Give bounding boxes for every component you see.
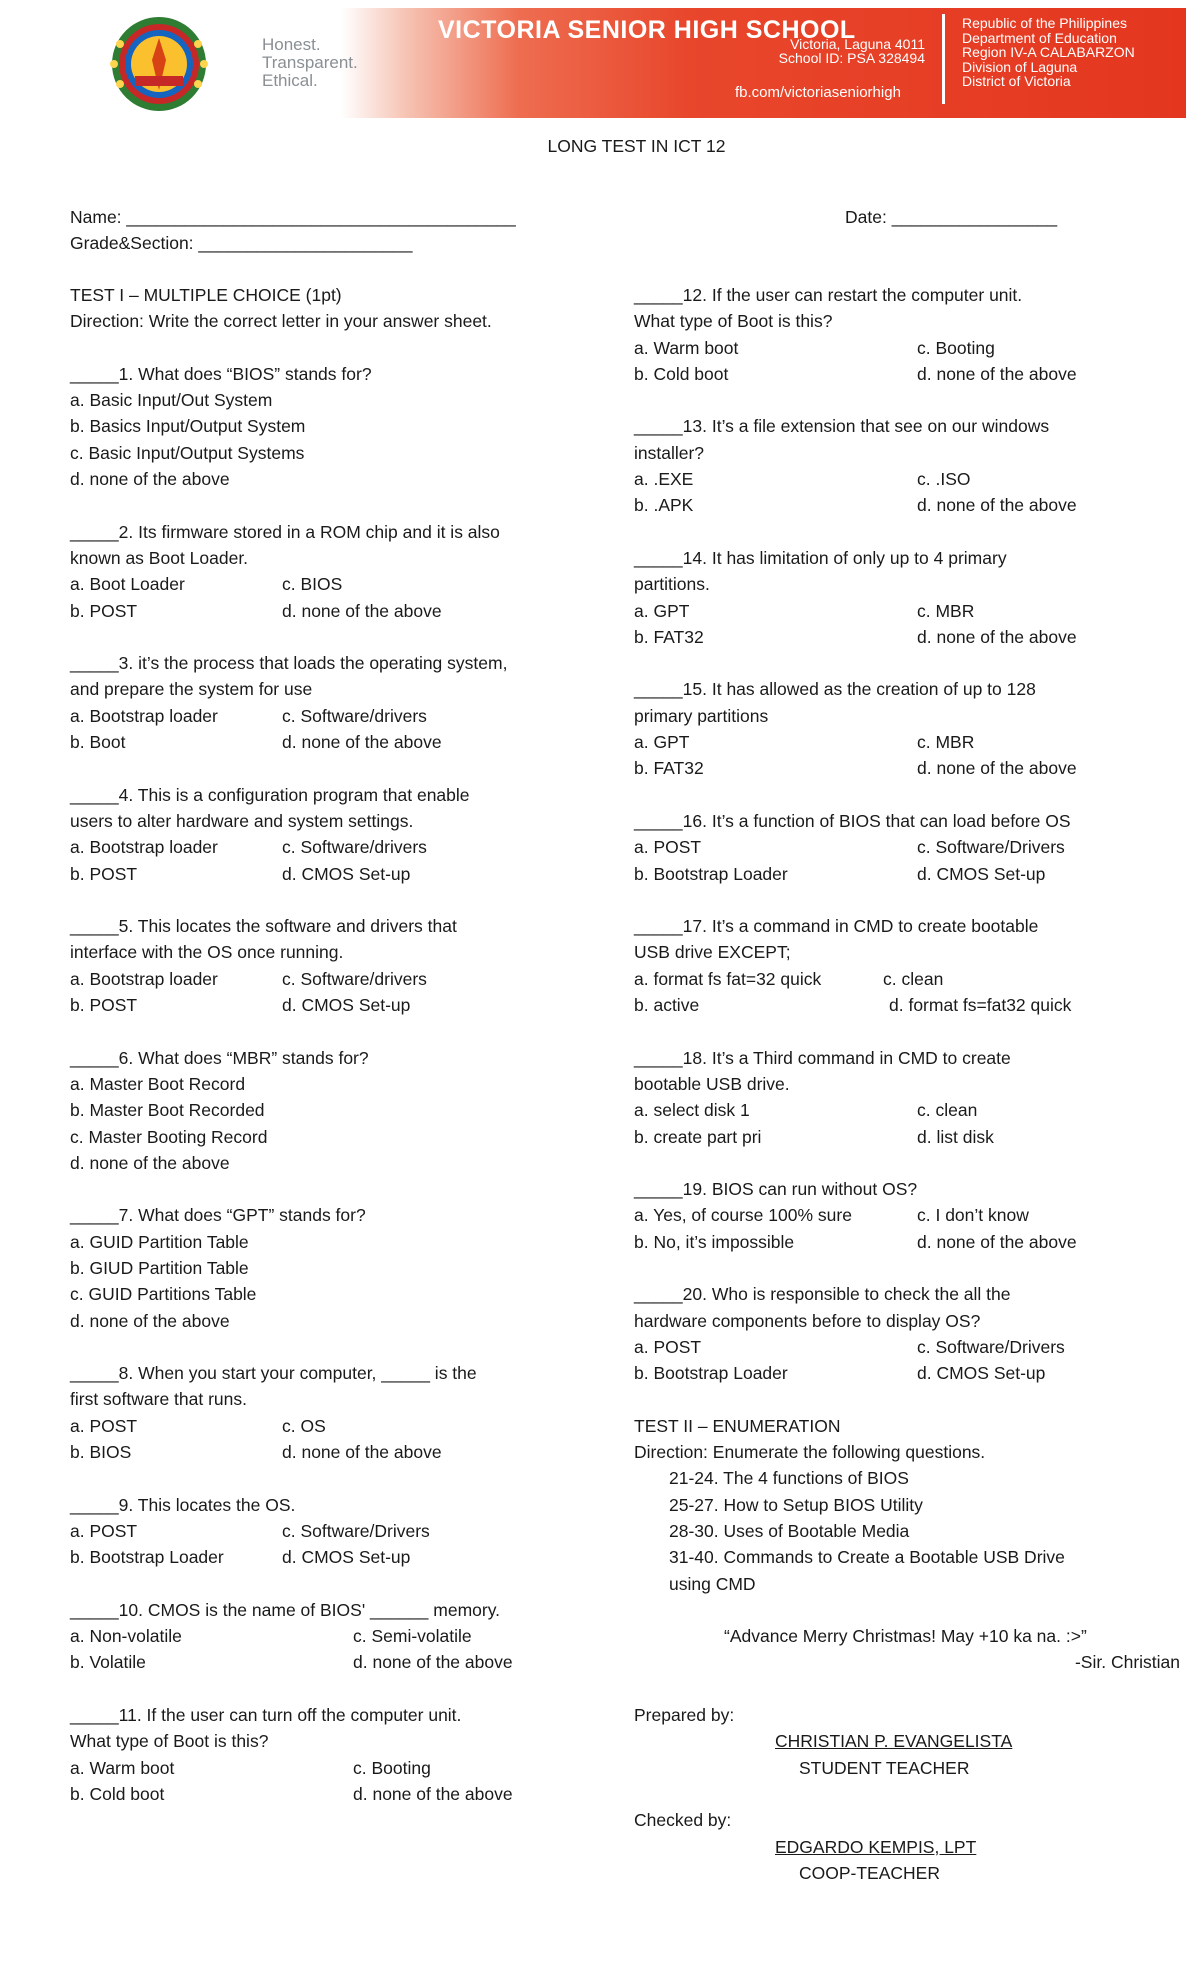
answer-row xyxy=(634,1360,1194,1386)
test-heading: TEST II – ENUMERATION xyxy=(634,1415,841,1436)
question-text: _____18. It’s a Third command in CMD to create xyxy=(634,1047,1011,1068)
test-direction: Direction: Write the correct letter in your answer sheet. xyxy=(70,311,492,332)
grade-section-field[interactable]: Grade&Section: ______________________ xyxy=(70,233,413,253)
agency-line: Department of Education xyxy=(962,29,1117,46)
answer-row xyxy=(634,361,1194,387)
question-item xyxy=(634,282,1194,387)
question-item xyxy=(634,413,1194,518)
question-item xyxy=(634,1045,1194,1150)
question-text: known as Boot Loader. xyxy=(70,547,249,568)
agency-line: Division of Laguna xyxy=(962,58,1078,75)
spacer xyxy=(634,782,1194,808)
answer-option[interactable]: b. FAT32 xyxy=(634,758,704,779)
question-item xyxy=(634,1281,1194,1386)
motto-line: Honest. xyxy=(262,35,321,54)
answer-row xyxy=(70,1755,630,1781)
answer-row xyxy=(634,755,1194,781)
answer-option[interactable]: a. Boot Loader xyxy=(70,574,185,595)
enumeration-item: 21-24. The 4 functions of BIOS xyxy=(669,1468,909,1489)
answer-option[interactable]: d. none of the above xyxy=(917,626,1077,647)
answer-option[interactable]: b. FAT32 xyxy=(634,626,704,647)
quote-author: -Sir. Christian xyxy=(1074,1652,1180,1673)
spacer xyxy=(70,1334,630,1360)
question-item xyxy=(634,808,1194,887)
spacer xyxy=(634,1150,1194,1176)
answer-option[interactable]: d. format fs=fat32 quick xyxy=(889,995,1072,1016)
answer-option[interactable]: a. GPT xyxy=(634,732,690,753)
answer-option[interactable]: c. clean xyxy=(883,968,944,989)
answer-row xyxy=(634,834,1194,860)
school-id: School ID: PSA 328494 xyxy=(778,50,925,66)
answer-option[interactable]: b. create part pri xyxy=(634,1126,762,1147)
enumeration-item: 31-40. Commands to Create a Bootable USB Drive xyxy=(669,1547,1065,1568)
question-item xyxy=(634,545,1194,650)
answer-option[interactable]: b. Cold boot xyxy=(70,1783,165,1804)
question-item xyxy=(70,1045,630,1176)
answer-option[interactable]: c. .ISO xyxy=(917,469,971,490)
question-text: _____6. What does “MBR” stands for? xyxy=(70,1047,369,1068)
answer-option[interactable]: a. Bootstrap loader xyxy=(70,968,218,989)
answer-option[interactable]: d. list disk xyxy=(917,1126,994,1147)
question-text: _____7. What does “GPT” stands for? xyxy=(70,1205,366,1226)
question-text: What type of Boot is this? xyxy=(70,1731,269,1752)
answer-row xyxy=(634,466,1194,492)
question-item xyxy=(634,676,1194,781)
answer-row xyxy=(70,966,630,992)
spacer xyxy=(634,1597,1194,1623)
answer-option[interactable]: b. BIOS xyxy=(70,1442,132,1463)
question-item xyxy=(70,1360,630,1465)
answer-option[interactable]: d. none of the above xyxy=(70,469,230,490)
answer-option[interactable]: b. Volatile xyxy=(70,1652,146,1673)
answer-option[interactable]: c. Software/Drivers xyxy=(282,1520,430,1541)
test-direction: Direction: Enumerate the following questions. xyxy=(634,1442,986,1463)
spacer xyxy=(634,519,1194,545)
answer-option[interactable]: a. Bootstrap loader xyxy=(70,837,218,858)
question-text: _____19. BIOS can run without OS? xyxy=(634,1179,918,1200)
prepared-by-role: STUDENT TEACHER xyxy=(799,1757,970,1778)
spacer xyxy=(70,1676,630,1702)
enumeration-item: 25-27. How to Setup BIOS Utility xyxy=(669,1494,923,1515)
answer-option[interactable]: c. Software/Drivers xyxy=(917,1336,1065,1357)
answer-option[interactable]: a. Master Boot Record xyxy=(70,1073,246,1094)
question-text: _____1. What does “BIOS” stands for? xyxy=(70,363,372,384)
answer-option[interactable]: c. OS xyxy=(282,1415,326,1436)
question-text: _____15. It has allowed as the creation of up to 128 xyxy=(634,679,1036,700)
answer-option[interactable]: b. POST xyxy=(70,863,138,884)
spacer xyxy=(70,335,630,361)
enumeration-item: using CMD xyxy=(669,1573,756,1594)
answer-row xyxy=(70,1544,630,1570)
answer-option[interactable]: b. Bootstrap Loader xyxy=(634,1363,788,1384)
question-text: _____11. If the user can turn off the computer unit. xyxy=(70,1705,462,1726)
answer-option[interactable]: d. none of the above xyxy=(917,363,1077,384)
facebook-link[interactable]: fb.com/victoriaseniorhigh xyxy=(735,84,901,101)
answer-option[interactable]: a. select disk 1 xyxy=(634,1100,750,1121)
question-text: users to alter hardware and system settings. xyxy=(70,810,414,831)
answer-option[interactable]: c. BIOS xyxy=(282,574,343,595)
spacer xyxy=(634,1386,1194,1412)
answer-row xyxy=(634,861,1194,887)
answer-option[interactable]: d. CMOS Set-up xyxy=(282,995,411,1016)
question-text: _____13. It’s a file extension that see on our windows xyxy=(634,416,1050,437)
answer-option[interactable]: c. Software/drivers xyxy=(282,837,427,858)
question-item xyxy=(70,650,630,755)
right-column xyxy=(634,282,1194,1886)
answer-row xyxy=(70,1781,630,1807)
question-text: _____14. It has limitation of only up to 4 primary xyxy=(634,547,1007,568)
answer-option[interactable]: d. none of the above xyxy=(353,1652,513,1673)
answer-row xyxy=(70,1439,630,1465)
answer-option[interactable]: c. Booting xyxy=(353,1757,431,1778)
answer-row xyxy=(634,1229,1194,1255)
answer-option[interactable]: d. CMOS Set-up xyxy=(282,863,411,884)
checked-by-name: EDGARDO KEMPIS, LPT xyxy=(775,1836,977,1857)
answer-option[interactable]: a. format fs fat=32 quick xyxy=(634,968,822,989)
question-item xyxy=(70,1202,630,1333)
question-item xyxy=(70,1702,630,1807)
answer-option[interactable]: c. Basic Input/Output Systems xyxy=(70,442,305,463)
answer-option[interactable]: d. CMOS Set-up xyxy=(917,1363,1046,1384)
answer-row xyxy=(70,1413,630,1439)
answer-row xyxy=(634,1097,1194,1123)
answer-option[interactable]: d. none of the above xyxy=(353,1783,513,1804)
question-text: _____2. Its firmware stored in a ROM chip and it is also xyxy=(70,521,500,542)
enumeration-item: 28-30. Uses of Bootable Media xyxy=(669,1520,910,1541)
question-text: What type of Boot is this? xyxy=(634,311,833,332)
checked-by-role: COOP-TEACHER xyxy=(799,1862,940,1883)
answer-option[interactable]: d. CMOS Set-up xyxy=(917,863,1046,884)
answer-option[interactable]: c. MBR xyxy=(917,732,975,753)
answer-option[interactable]: b. Cold boot xyxy=(634,363,729,384)
question-item xyxy=(70,913,630,1018)
closing-quote: “Advance Merry Christmas! May +10 ka na. :>” xyxy=(724,1626,1087,1647)
answer-row xyxy=(634,966,1194,992)
answer-row xyxy=(634,1334,1194,1360)
answer-option[interactable]: d. none of the above xyxy=(282,1442,442,1463)
answer-option[interactable]: a. Basic Input/Out System xyxy=(70,390,273,411)
question-item xyxy=(634,1176,1194,1255)
question-text: primary partitions xyxy=(634,705,769,726)
answer-option[interactable]: b. Boot xyxy=(70,732,126,753)
question-text: installer? xyxy=(634,442,705,463)
prepared-by-label: Prepared by: xyxy=(634,1705,735,1726)
spacer xyxy=(70,624,630,650)
agency-block xyxy=(962,16,1135,89)
answer-option[interactable]: b. .APK xyxy=(634,495,694,516)
motto-line: Transparent. xyxy=(262,53,358,72)
date-field[interactable]: Date: _________________ xyxy=(845,207,1058,227)
answer-option[interactable]: a. POST xyxy=(634,1336,702,1357)
question-text: bootable USB drive. xyxy=(634,1073,790,1094)
answer-option[interactable]: b. No, it’s impossible xyxy=(634,1231,795,1252)
spacer xyxy=(634,1676,1194,1702)
answer-option[interactable]: a. POST xyxy=(70,1520,138,1541)
answer-option[interactable]: b. GIUD Partition Table xyxy=(70,1257,249,1278)
answer-option[interactable]: a. Bootstrap loader xyxy=(70,705,218,726)
answer-row xyxy=(634,492,1194,518)
spacer xyxy=(70,1176,630,1202)
spacer xyxy=(70,1018,630,1044)
answer-row xyxy=(634,992,1194,1018)
answer-option[interactable]: b. Bootstrap Loader xyxy=(70,1547,224,1568)
answer-option[interactable]: a. Non-volatile xyxy=(70,1626,182,1647)
answer-option[interactable]: b. Bootstrap Loader xyxy=(634,863,788,884)
question-text: USB drive EXCEPT; xyxy=(634,942,791,963)
answer-option[interactable]: c. GUID Partitions Table xyxy=(70,1284,257,1305)
answer-row xyxy=(70,1518,630,1544)
question-text: _____20. Who is responsible to check the all the xyxy=(634,1284,1011,1305)
question-text: _____9. This locates the OS. xyxy=(70,1494,296,1515)
motto-line: Ethical. xyxy=(262,71,318,90)
question-text: _____5. This locates the software and drivers that xyxy=(70,916,457,937)
question-text: _____16. It’s a function of BIOS that can load before OS xyxy=(634,810,1071,831)
answer-row xyxy=(70,571,630,597)
agency-line: Republic of the Philippines xyxy=(962,15,1127,31)
answer-row xyxy=(634,624,1194,650)
question-item xyxy=(634,913,1194,1018)
spacer xyxy=(634,387,1194,413)
answer-option[interactable]: c. clean xyxy=(917,1100,978,1121)
spacer xyxy=(634,1255,1194,1281)
question-text: _____12. If the user can restart the computer unit. xyxy=(634,285,1023,305)
answer-option[interactable]: b. Master Boot Recorded xyxy=(70,1100,265,1121)
answer-row xyxy=(634,335,1194,361)
question-item xyxy=(70,1597,630,1676)
prepared-by-name: CHRISTIAN P. EVANGELISTA xyxy=(775,1731,1013,1752)
seal-icon xyxy=(100,14,218,114)
answer-row xyxy=(70,834,630,860)
answer-option[interactable]: d. none of the above xyxy=(917,1231,1077,1252)
answer-option[interactable]: c. Software/Drivers xyxy=(917,837,1065,858)
answer-option[interactable]: a. POST xyxy=(634,837,702,858)
agency-line: District of Victoria xyxy=(962,73,1071,89)
question-text: and prepare the system for use xyxy=(70,679,313,700)
spacer xyxy=(634,1018,1194,1044)
spacer xyxy=(70,1465,630,1491)
question-item xyxy=(70,361,630,492)
answer-row xyxy=(70,598,630,624)
school-seal-logo xyxy=(100,14,218,114)
question-item xyxy=(70,519,630,624)
spacer xyxy=(634,1781,1194,1807)
answer-option[interactable]: b. POST xyxy=(70,995,138,1016)
question-text: _____8. When you start your computer, _____ is the xyxy=(70,1363,477,1384)
agency-line: Region IV-A CALABARZON xyxy=(962,44,1135,60)
answer-row xyxy=(70,1649,630,1675)
question-text: partitions. xyxy=(634,574,710,595)
answer-option[interactable]: b. active xyxy=(634,995,700,1016)
answer-option[interactable]: a. POST xyxy=(70,1415,138,1436)
header-divider xyxy=(942,14,945,104)
test-heading: TEST I – MULTIPLE CHOICE (1pt) xyxy=(70,285,342,305)
checked-by-label: Checked by: xyxy=(634,1810,732,1831)
spacer xyxy=(70,755,630,781)
answer-option[interactable]: a. Warm boot xyxy=(634,337,739,358)
question-text: interface with the OS once running. xyxy=(70,942,344,963)
name-field[interactable]: Name: ________________________________________ xyxy=(70,207,516,227)
answer-option[interactable]: d. CMOS Set-up xyxy=(282,1547,411,1568)
question-text: _____17. It’s a command in CMD to create bootable xyxy=(634,916,1039,937)
answer-option[interactable]: d. none of the above xyxy=(70,1310,230,1331)
answer-option[interactable]: c. Software/drivers xyxy=(282,705,427,726)
answer-option[interactable]: c. Master Booting Record xyxy=(70,1126,268,1147)
answer-option[interactable]: c. Software/drivers xyxy=(282,968,427,989)
answer-option[interactable]: d. none of the above xyxy=(917,758,1077,779)
answer-option[interactable]: c. Booting xyxy=(917,337,995,358)
school-address xyxy=(779,37,925,65)
page-title: LONG TEST IN ICT 12 xyxy=(547,136,726,156)
answer-row xyxy=(634,598,1194,624)
answer-option[interactable]: b. POST xyxy=(70,600,138,621)
answer-option[interactable]: d. none of the above xyxy=(282,732,442,753)
question-text: first software that runs. xyxy=(70,1389,248,1410)
question-item xyxy=(70,782,630,887)
answer-option[interactable]: a. Warm boot xyxy=(70,1757,175,1778)
answer-option[interactable]: d. none of the above xyxy=(917,495,1077,516)
answer-row xyxy=(70,1623,630,1649)
question-text: hardware components before to display OS? xyxy=(634,1310,981,1331)
spacer xyxy=(634,650,1194,676)
school-motto xyxy=(262,36,358,90)
answer-option[interactable]: a. Yes, of course 100% sure xyxy=(634,1205,852,1226)
answer-option[interactable]: a. GPT xyxy=(634,600,690,621)
question-text: _____3. it’s the process that loads the operating system, xyxy=(70,653,508,674)
spacer xyxy=(70,887,630,913)
spacer xyxy=(634,887,1194,913)
answer-row xyxy=(634,1124,1194,1150)
answer-option[interactable]: c. MBR xyxy=(917,600,975,621)
answer-option[interactable]: a. GUID Partition Table xyxy=(70,1231,249,1252)
answer-option[interactable]: c. I don’t know xyxy=(917,1205,1029,1226)
answer-option[interactable]: d. none of the above xyxy=(70,1152,230,1173)
answer-option[interactable]: c. Semi-volatile xyxy=(353,1626,472,1647)
question-text: _____10. CMOS is the name of BIOS' ______ memory. xyxy=(70,1599,501,1620)
answer-option[interactable]: d. none of the above xyxy=(282,600,442,621)
answer-option[interactable]: a. .EXE xyxy=(634,469,694,490)
address-line: Victoria, Laguna 4011 xyxy=(790,36,925,52)
answer-row xyxy=(70,992,630,1018)
left-column xyxy=(70,282,630,1807)
answer-row xyxy=(634,1202,1194,1228)
spacer xyxy=(70,1571,630,1597)
answer-row xyxy=(70,729,630,755)
answer-row xyxy=(634,729,1194,755)
answer-row xyxy=(70,861,630,887)
question-item xyxy=(70,1492,630,1571)
question-text: _____4. This is a configuration program that enable xyxy=(70,784,470,805)
answer-option[interactable]: b. Basics Input/Output System xyxy=(70,416,306,437)
school-name: VICTORIA SENIOR HIGH SCHOOL xyxy=(438,16,856,44)
answer-row xyxy=(70,703,630,729)
spacer xyxy=(70,492,630,518)
